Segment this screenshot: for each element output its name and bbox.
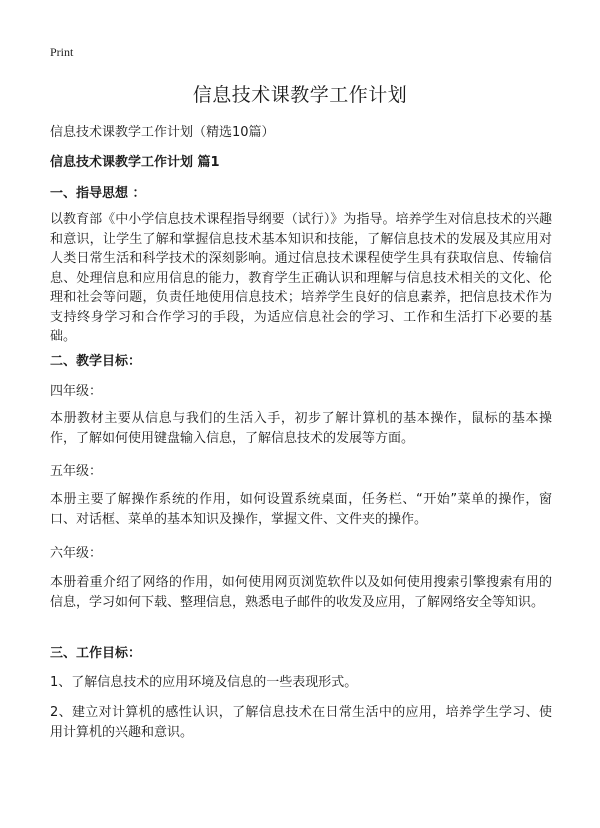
grade6-label: 六年级： xyxy=(50,546,103,561)
grade5-label: 五年级： xyxy=(50,464,103,479)
document-title: 信息技术课教学工作计划 xyxy=(192,84,408,106)
grade6-text: 本册着重介绍了网络的作用，如何使用网页浏览软件以及如何使用搜索引擎搜索有用的信息，学习如何下载、整理信息，熟悉电子邮件的收发及应用，了解网络安全等知识。 xyxy=(50,575,552,610)
grade5-text: 本册主要了解操作系统的作用，如何设置系统桌面，任务栏、“开始”菜单的操作，窗口、对话框、菜单的基本知识及操作，掌握文件、文件夹的操作。 xyxy=(50,492,552,527)
grade4-label: 四年级： xyxy=(50,384,103,399)
section-title: 信息技术课教学工作计划 篇1 xyxy=(50,155,220,170)
paragraph-guiding-ideology: 以教育部《中小学信息技术课程指导纲要（试行）》为指导。培养学生对信息技术的兴趣和意识，让学生了解和掌握信息技术基本知识和技能，了解信息技术的发展及其应用对人类日常生活和科学技术的深刻影响。通过信息技术课程使学生具有获取信息、传输信息、处理信息和应用信息的能力，教育学生正确认识和理解与信息技术相关的文化、伦理和社会等问题，负责任地使用信息技术；培养学生良好的信息素养，把信息技术作为支持终身学习和合作学习的手段，为适应信息社会的学习、工作和生活打下必要的基础。 xyxy=(50,212,552,344)
document-subtitle: 信息技术课教学工作计划（精选10篇） xyxy=(50,125,275,140)
work-goal-item-2: 2、建立对计算机的感性认识，了解信息技术在日常生活中的应用，培养学生学习、使用计算机的兴趣和意识。 xyxy=(50,705,552,740)
heading-guiding-ideology: 一、指导思想 ： xyxy=(50,186,146,201)
work-goal-item-1: 1、了解信息技术的应用环境及信息的一些表现形式。 xyxy=(50,675,358,690)
heading-work-goals: 三、工作目标： xyxy=(50,646,142,661)
grade4-text: 本册教材主要从信息与我们的生活入手，初步了解计算机的基本操作，鼠标的基本操作，了解如何使用键盘输入信息，了解信息技术的发展等方面。 xyxy=(50,411,552,446)
heading-teaching-goals: 二、教学目标： xyxy=(50,354,142,369)
print-label: Print xyxy=(50,45,74,59)
